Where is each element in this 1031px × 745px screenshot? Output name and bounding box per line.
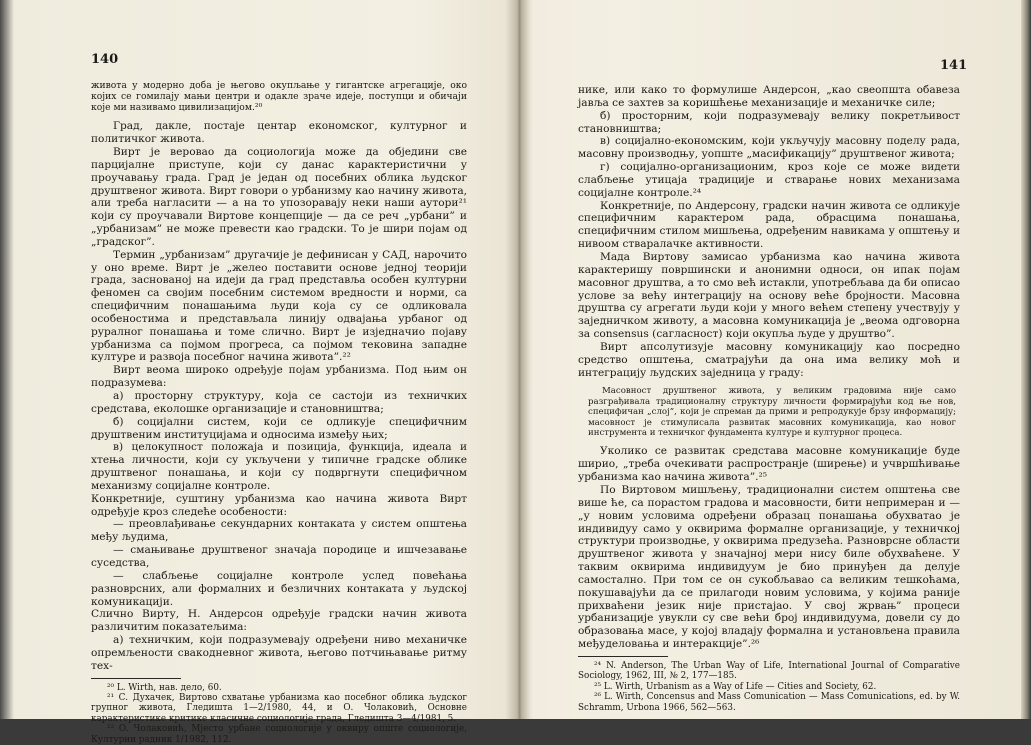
paragraph: нике, или како то формулише Андерсон, „као свеопшта обавеза јавља се захтев за коришћење механизације и механичке силе; [578, 84, 960, 109]
paragraph: в) социјално-економским, који укључују масовну поделу рада, масовну производњу, уопште „масификацију” друштвеног живота; [578, 135, 960, 161]
paragraph: Вирт веома широко одређује појам урбанизма. Под њим он подразумева: [91, 364, 467, 390]
paragraph: Вирт апсолутизује масовну комуникацију као посредно средство општења, сматрајући да она има велику моћ и интеграцију људских заједница у граду: [578, 340, 960, 379]
paragraph: а) техничким, који подразумевају одређени ниво механичке опремљености свакодневног живота, његово потчињавање ритму тех- [91, 634, 467, 672]
footnote-rule [578, 656, 668, 657]
paragraph: Град, дакле, постаје центар економског, културног и политичког живота. [91, 120, 467, 146]
spacer [578, 379, 960, 386]
paragraph: — преовлађивање секундарних контаката у систем општења међу људима, [91, 518, 467, 544]
page-number: 141 [940, 58, 968, 73]
footnote: ²¹ С. Духачек, Виртово схватање урбанизма као посебног облика људског групног живота, Гледишта 1—2/1980, 44, и О. Чолаковић, Основне карактеристике критике класичне социологије града, Гледишта 3—4/1981, 5. [91, 692, 467, 724]
paragraph: Вирт је веровао да социологија може да обједини све парцијалне приступе, који су данас карактеристични у проучавању града. Град је један од посебних облика људског друштвеног живота. Вирт говори о урбанизму као начину живота, али треба нагласити — а на то упозоравају неки наши аутори²¹ који су проучавали Виртове концепције — да се реч „урбани” и „урбанизам” не може превести као градски. То је шири појам од „градског”. [91, 145, 467, 248]
paragraph: в) целокупност положаја и позиција, функција, идеала и хтења личности, који су укључени у типичне градске облике друштвеног понашања, и који су подвргнути специфичном механизму социјалне контроле. [91, 441, 467, 492]
paragraph: Термин „урбанизам” другачије је дефинисан у САД, нарочито у оно време. Вирт је „желео поставити основе једној теорији града, заснованој на идеји да град представља особен културни феномен са својим посебним системом вредности и норми, са специфичним понашањима људи која су се одликовала особеностима и представљала линију одвајања урбаног од руралног понашања и томе слично. Вирт је изједначио појаву урбанизма са појмом прогреса, са појмом тековина западне културе и развоја посебног начина живота”.²² [91, 248, 467, 364]
footnote-rule [91, 678, 181, 679]
paragraph: г) социјално-организационим, кроз које се може видети слабљење утицаја традиције и стварање нових механизама социјалне контроле.²⁴ [578, 161, 960, 199]
paragraph: Слично Вирту, Н. Андерсон одређује градски начин живота различитим показатељима: [91, 608, 467, 634]
paragraph: Конкретније, по Андерсону, градски начин живота се одликује специфичним карактером рада, обрасцима понашања, специфичним стилом мишљења, одређеним навикама у општењу и нивоом стваралачке активности. [578, 199, 960, 251]
footnote: ²⁵ L. Wirth, Urbanism as a Way of Life — Cities and Society, 62. [594, 681, 877, 692]
left-paragraphs [91, 80, 467, 673]
paragraph: а) просторну структуру, која се састоји из техничких средстава, еколошке организације и становништва; [91, 390, 467, 415]
paragraph: — смањивање друштвеног значаја породице и ишчезавање суседства, [91, 544, 467, 569]
spacer [91, 113, 467, 120]
right-page [530, 0, 1020, 719]
left-page [14, 0, 510, 745]
right-paragraphs [578, 84, 960, 651]
page-body [91, 80, 467, 745]
left-footnotes [91, 683, 467, 745]
page-edge [1021, 0, 1031, 719]
footnote: ²² О. Чолаковић, Мјесто урбане социологије у оквиру опште социологије, Културни радник 1/1982, 112. [91, 724, 467, 745]
paragraph: б) социјални систем, који се одликује специфичним друштвеним институцијама и односима између њих; [91, 415, 467, 441]
page-body [578, 84, 960, 713]
paragraph: По Виртовом мишљењу, традиционални систем општења све више ће, са порастом градова и масовности, бити непримеран и — „у новим условима одређени образац понашања обухватао је индивидуу само у оквирима формалне организације, у техничкој структури производње, у оквирима предузећа. Разноврсне области друштвеног живота у значајној мери нису биле обухваћене. У таквим оквирима индивидуум је био принуђен да делује самостално. При том се он сукобљавао са великим тешкоћама, покушавајући да се прилагоди новим условима, у којима раније прихваћени језик није пристајао. У свој жрвањ” процеси урбанизације увукли су све већи број индивидуума, довели су до образовања масе, у којој владају формална и установљена правила међуделовања и интеракције”.²⁶ [578, 483, 960, 651]
page-number: 140 [91, 52, 119, 67]
paragraph: б) просторним, који подразумевају велику покретљивост становништва; [578, 109, 960, 135]
footnote: ²⁰ L. Wirth, нав. дело, 60. [107, 682, 222, 693]
right-footnotes [578, 661, 960, 713]
block-quote: Масовност друштвеног живота, у великим градовима није само разграђивала традиционалну структуру личности формирајући код ње нов, специфичан „слој”, који је спреман да прими и репродукује брзу информацију; масовност је стимулисала развитак масовних комуникација, као новог инструмента и техничког фундамента културе и културног процеса. [588, 386, 956, 439]
footnote: ²⁴ N. Anderson, The Urban Way of Life, International Journal of Comparative Sociology, 1962, III, № 2, 177—185. [578, 660, 960, 682]
spacer [578, 438, 960, 445]
paragraph: живота у модерно доба је његово окупљање у гигантске агрегације, око којих се гомилају мањи центри и одакле зраче идеје, поступци и обичаји које ми називамо цивилизацијом.²⁰ [91, 80, 467, 114]
paragraph: Мада Виртову замисао урбанизма као начина живота карактеришу површински и анонимни односи, он ипак појам масовног друштва, а то смо већ истакли, употребљава да би описао услове за већу интеграцију на основу веће бројности. Масовна друштва су агрегати људи који у много већем степену учествују у заједничком животу, а масовна комуникација је „веома одговорна за consensus (сагласност) који окупља људе у друштво”. [578, 250, 960, 341]
paragraph: Конкретније, суштину урбанизма као начина живота Вирт одређује кроз следеће особености: [91, 492, 467, 518]
paragraph: — слабљење социјалне контроле услед повећања разноврсних, али формалних и безличних контаката у људској комуникацији. [91, 569, 467, 608]
footnote: ²⁶ L. Wirth, Concensus and Mass Comunication — Mass Comunications, ed. by W. Schramm, Urbona 1966, 562—563. [578, 692, 960, 713]
paragraph: Уколико се развитак средстава масовне комуникације буде ширио, „треба очекивати распространје (ширење) и учвршћивање урбанизма као начина живота”.²⁵ [578, 445, 960, 484]
